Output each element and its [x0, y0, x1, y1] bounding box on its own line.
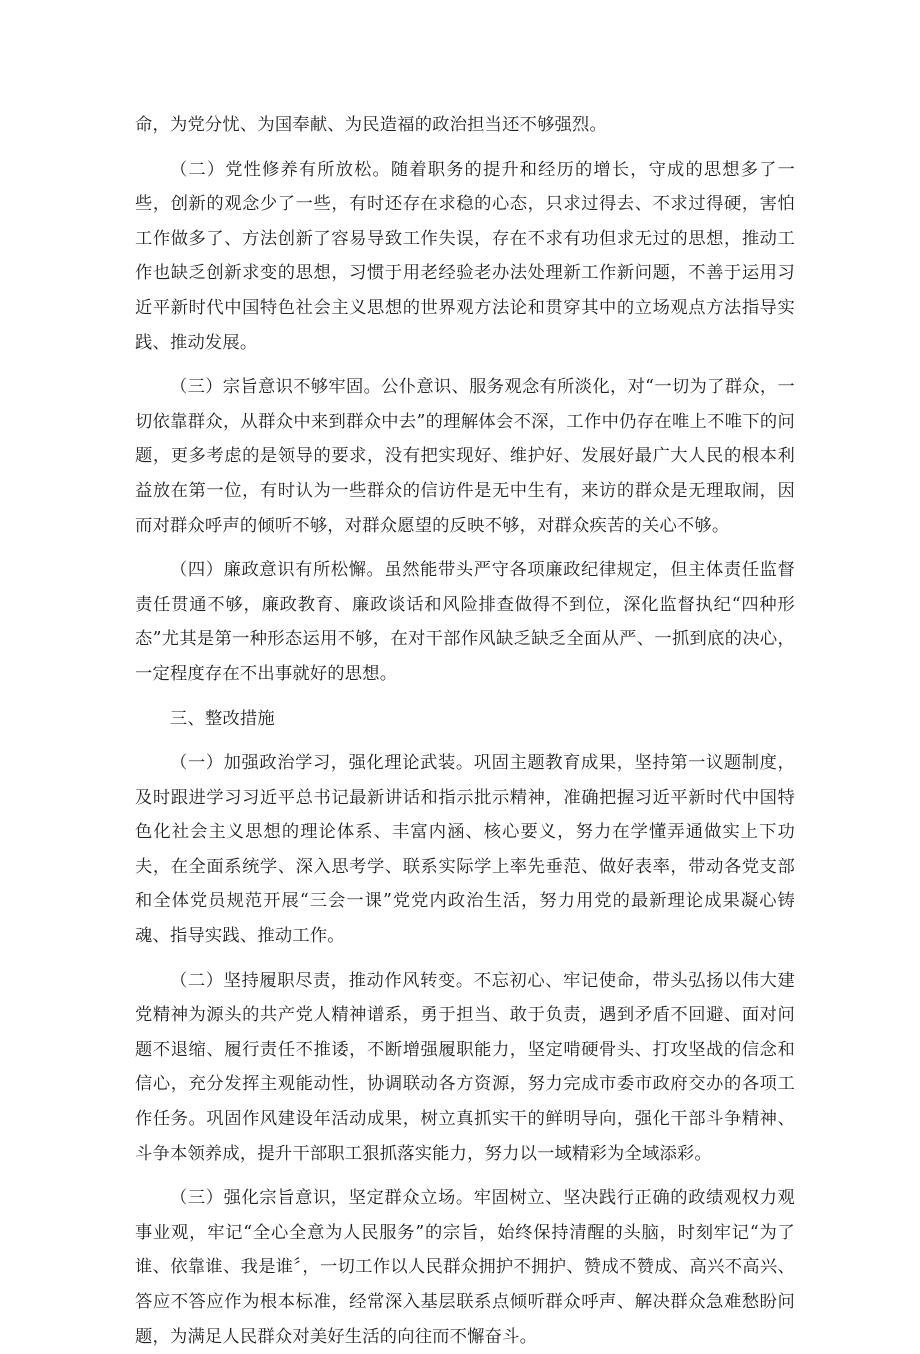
measure-mass-standpoint: （三）强化宗旨意识，坚定群众立场。牢固树立、坚决践行正确的政绩观权力观事业观，牢记“全心全意为人民服务”的宗旨，始终保持清醒的头脑，时刻牢记“为了谁、依靠谁、我是谁〞，一切工作以人民群众拥护不拥护、赞成不赞成、高兴不高兴、答应不答应作为根本标准，经常深入基层联系点倾听群众呼声、解决群众急难愁盼问题，为满足人民群众对美好生活的向往而不懈奋斗。 — [135, 1188, 795, 1347]
paragraph-purpose-awareness: （三）宗旨意识不够牢固。公仆意识、服务观念有所淡化，对“一切为了群众，一切依靠群众，从群众中来到群众中去”的理解体会不深，工作中仍存在唯上不唯下的问题，更多考虑的是领导的要求，没有把实现好、维护好、发展好最广大人民的根本利益放在第一位，有时认为一些群众的信访件是无中生有，来访的群众是无理取闹，因而对群众呼声的倾听不够，对群众愿望的反映不够，对群众疾苦的关心不够。 — [135, 377, 795, 536]
section-heading-rectification: 三、整改措施 — [170, 708, 275, 729]
measure-political-study: （一）加强政治学习，强化理论武装。巩固主题教育成果，坚持第一议题制度，及时跟进学习习近平总书记最新讲话和指示批示精神，准确把握习近平新时代中国特色化社会主义思想的理论体系、丰富内涵、核心要义，努力在学懂弄通做实上下功夫，在全面系统学、深入思考学、联系实际学上率先垂范、做好表率，带动各党支部和全体党员规范开展“三会一课”党党内政治生活，努力用党的最新理论成果凝心铸魂、指导实践、推动工作。 — [135, 753, 795, 947]
paragraph-party-cultivation: （二）党性修养有所放松。随着职务的提升和经历的增长，守成的思想多了一些，创新的观念少了一些，有时还存在求稳的心态，只求过得去、不求过得硬，害怕工作做多了、方法创新了容易导致工作失误，存在不求有功但求无过的思想，推动工作也缺乏创新求变的思想，习惯于用老经验老办法处理新工作新问题，不善于运用习近平新时代中国特色社会主义思想的世界观方法论和贯穿其中的立场观点方法指导实践、推动发展。 — [135, 159, 795, 353]
measure-duty-performance: （二）坚持履职尽责，推动作风转变。不忘初心、牢记使命，带头弘扬以伟大建党精神为源头的共产党人精神谱系，勇于担当、敢于负责，遇到矛盾不回避、面对问题不退缩、履行责任不推诿，不断增强履职能力，坚定啃硬骨头、打攻坚战的信念和信心，充分发挥主观能动性，协调联动各方资源，努力完成市委市政府交办的各项工作任务。巩固作风建设年活动成果，树立真抓实干的鲜明导向，强化干部斗争精神、斗争本领养成，提升干部职工狠抓落实能力，努力以一域精彩为全域添彩。 — [135, 970, 795, 1164]
paragraph-integrity-awareness: （四）廉政意识有所松懈。虽然能带头严守各项廉政纪律规定，但主体责任监督责任贯通不够，廉政教育、廉政谈话和风险排查做得不到位，深化监督执纪“四种形态”尤其是第一种形态运用不够，在对干部作风缺乏缺乏全面从严、一抓到底的决心，一定程度存在不出事就好的思想。 — [135, 560, 795, 684]
document-page — [135, 108, 795, 1354]
paragraph-continuation: 命，为党分忧、为国奉献、为民造福的政治担当还不够强烈。 — [135, 115, 607, 135]
